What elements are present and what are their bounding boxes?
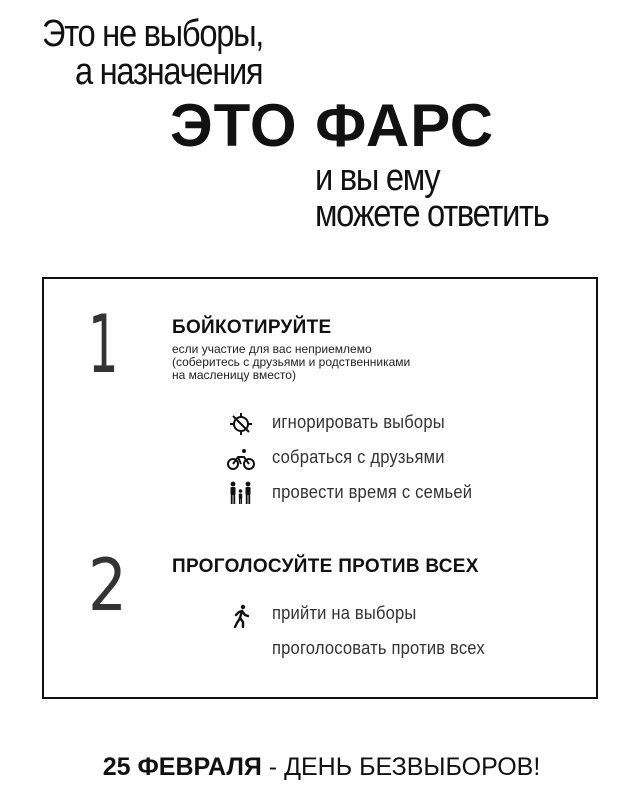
section-2-number: 2 xyxy=(88,543,127,627)
no-target-icon xyxy=(229,412,253,436)
subtitle-line: если участие для вас неприемлемо xyxy=(172,342,372,356)
subtitle-line: на масленицу вместо) xyxy=(172,368,296,382)
section-1-number: 1 xyxy=(88,298,119,391)
headline-line-1: Это не выборы, xyxy=(42,13,264,55)
section-2-title: ПРОГОЛОСУЙТЕ ПРОТИВ ВСЕХ xyxy=(172,556,479,577)
footer-separator: - xyxy=(261,753,285,781)
option-meet-friends: собраться с друзьями xyxy=(272,447,445,467)
subtitle-line: (соберитесь с друзьями и родственниками xyxy=(172,355,411,369)
family-icon xyxy=(228,481,254,505)
cyclist-icon xyxy=(227,447,255,471)
headline-line-2: а назначения xyxy=(75,51,263,93)
walking-person-icon xyxy=(230,604,254,628)
option-go-to-elections: прийти на выборы xyxy=(272,603,417,623)
headline-reply-1: и вы ему xyxy=(315,157,440,199)
section-1-subtitle xyxy=(172,343,410,382)
footer-date: 25 ФЕВРАЛЯ xyxy=(102,753,262,781)
headline-reply-2: можете ответить xyxy=(315,193,549,235)
footer-slogan xyxy=(0,752,643,782)
footer-text: ДЕНЬ БЕЗВЫБОРОВ! xyxy=(284,753,541,781)
option-vote-against-all: проголосовать против всех xyxy=(272,638,485,658)
headline-farce: ЭТО ФАРС xyxy=(170,92,495,159)
option-ignore-elections: игнорировать выборы xyxy=(272,412,445,432)
option-family-time: провести время с семьей xyxy=(272,482,473,502)
section-1-title: БОЙКОТИРУЙТЕ xyxy=(172,317,332,338)
